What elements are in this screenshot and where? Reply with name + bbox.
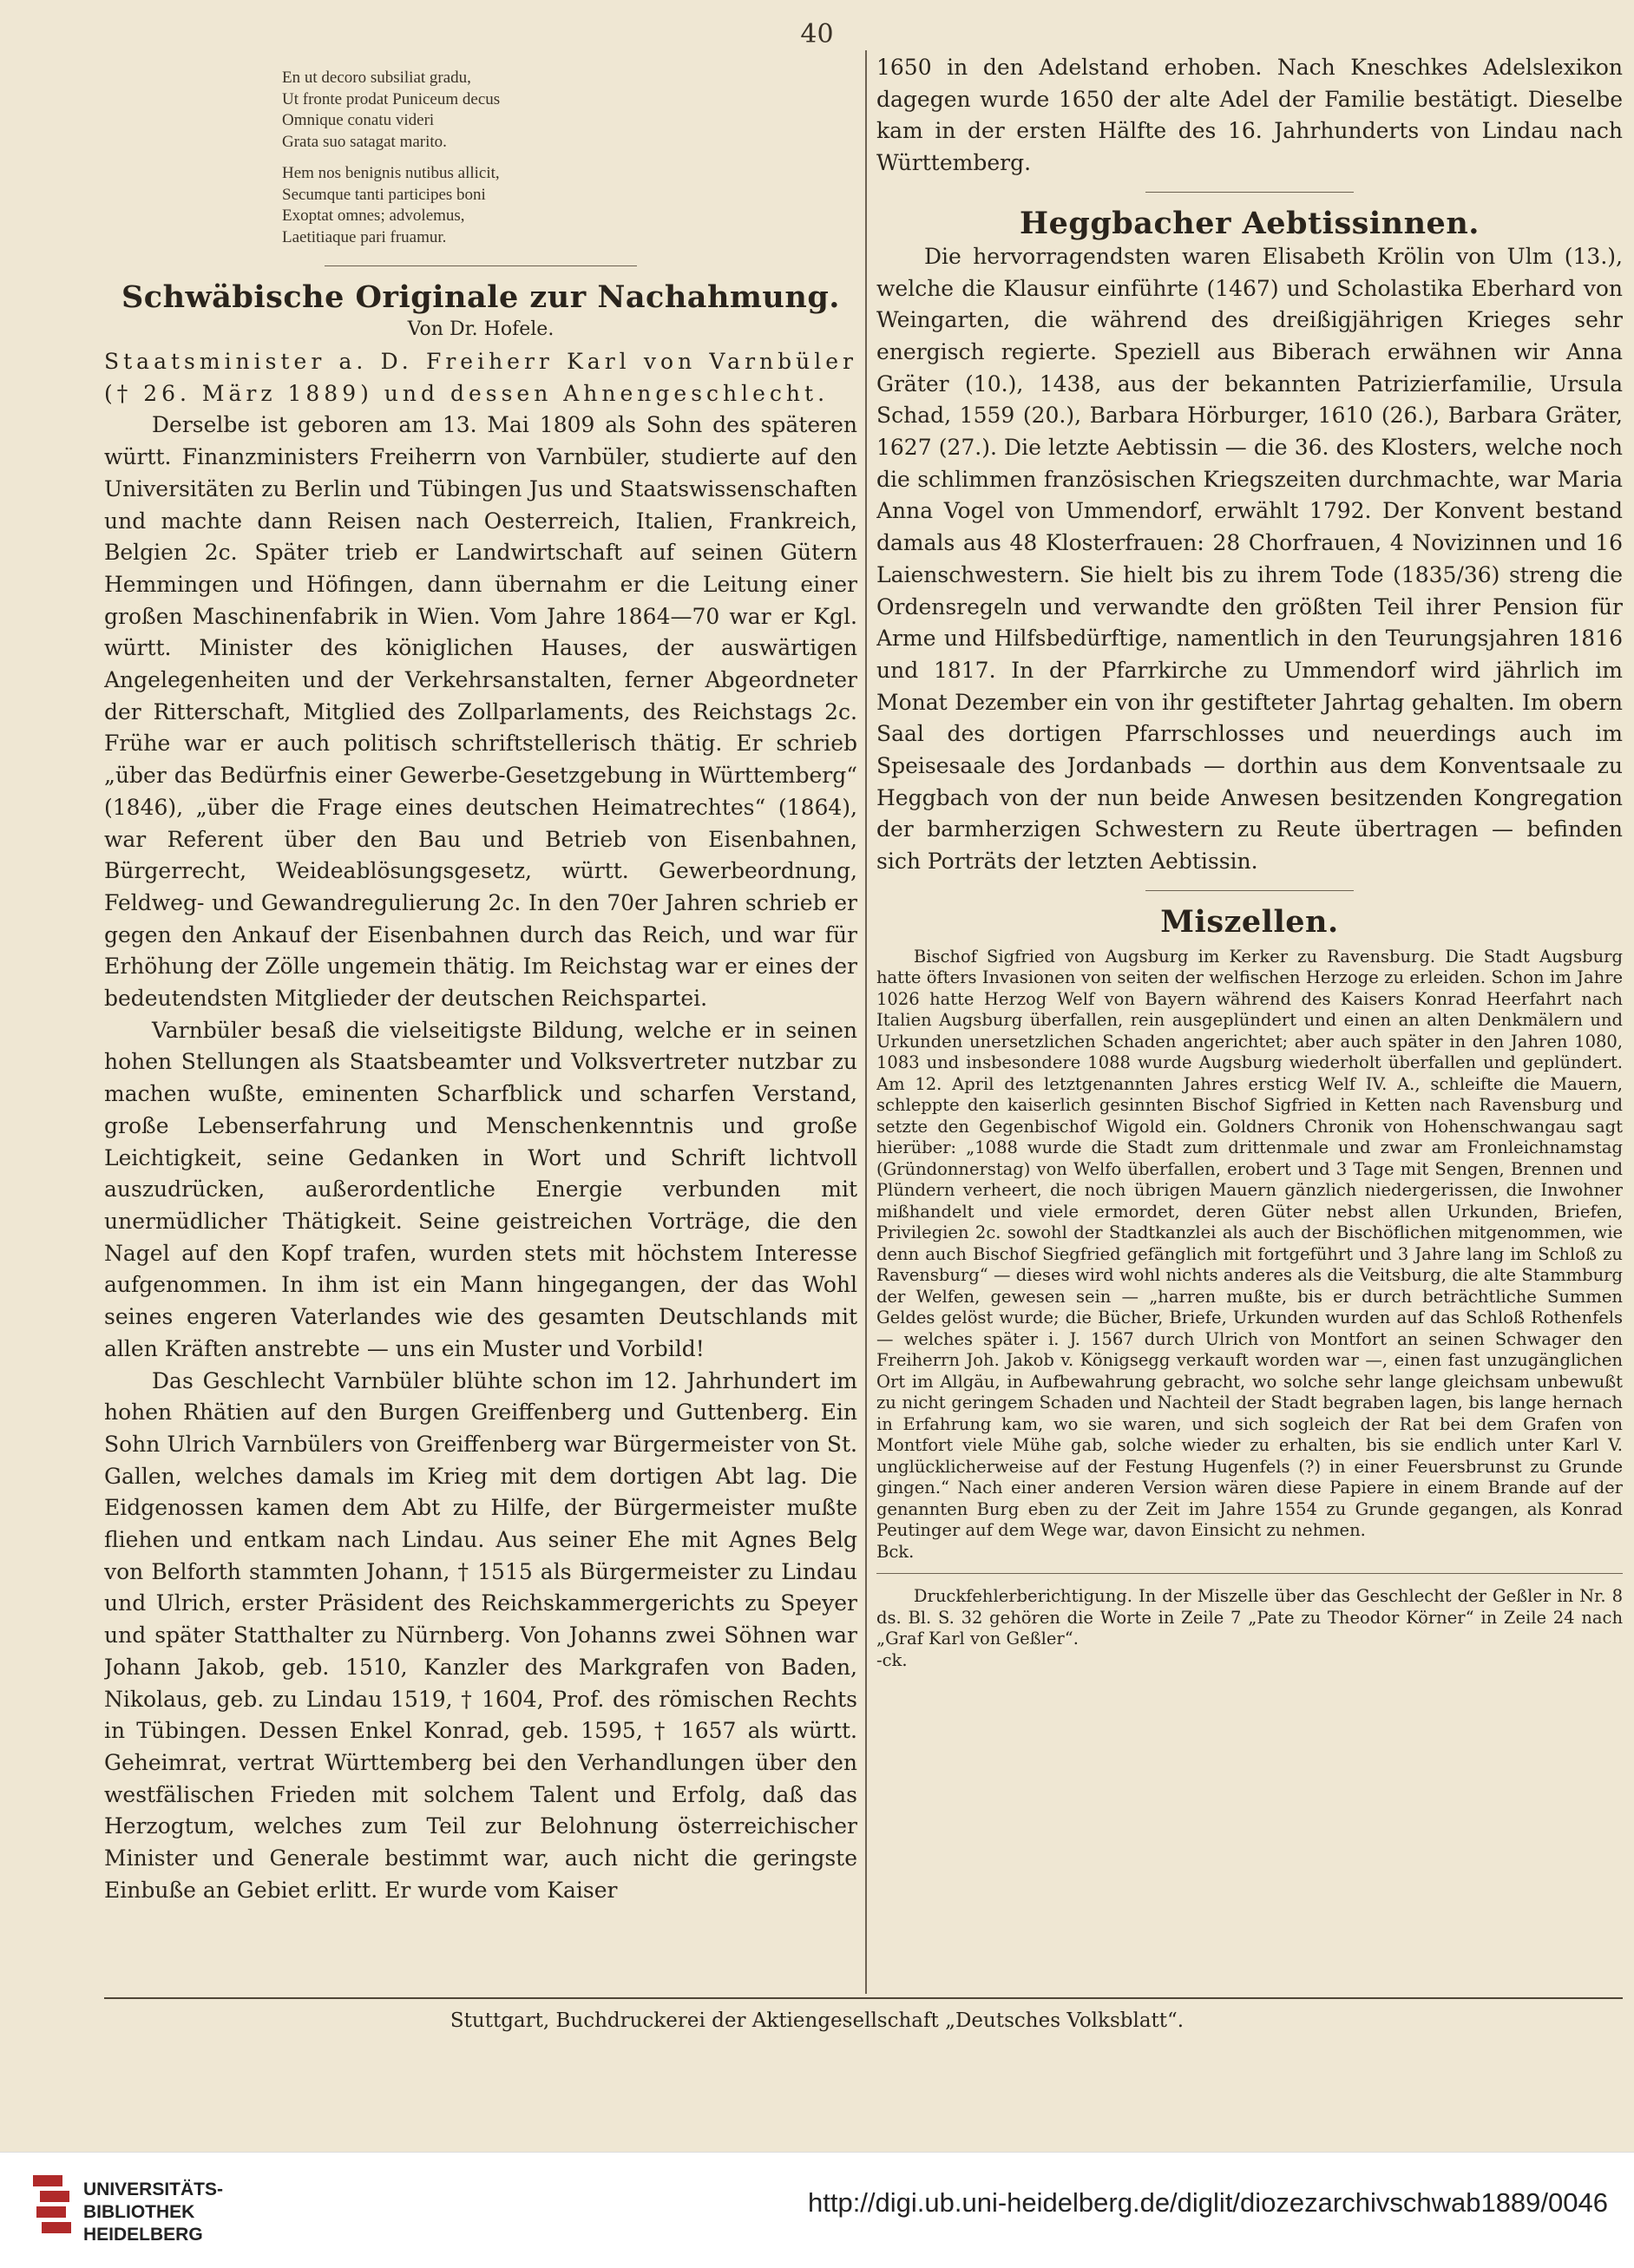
article-subject: Staatsminister a. D. Freiherr Karl von Varnbüler († 26. März 1889) und dessen Ahnengeschlecht. <box>104 349 857 406</box>
divider <box>325 265 637 266</box>
paragraph: Derselbe ist geboren am 13. Mai 1809 als Sohn des späteren württ. Finanzministers Freiherrn von Varnbüler, studierte auf den Universitäten zu Berlin und Tübingen Jus und Staatswissenschaften und machte dann Reisen nach Oesterreich, Italien, Frankreich, Belgien 2c. Später trieb er Landwirtschaft auf seinen Gütern Hemmingen und Höfingen, dann übernahm er die Leitung einer großen Maschinenfabrik in Wien. Vom Jahre 1864—70 war er Kgl. württ. Minister des königlichen Hauses, der auswärtigen Angelegenheiten und der Verkehrsanstalten, ferner Abgeordneter der Ritterschaft, Mitglied des Zollparlaments, des Reichstags 2c. Frühe war er auch politisch schriftstellerisch thätig. Er schrieb „über das Bedürfnis einer Gewerbe-Gesetzgebung in Württemberg“ (1846), „über die Frage eines deutschen Heimatrechtes“ (1864), war Referent über den Bau und Betrieb von Eisenbahnen, Bürgerrecht, Weideablösungsgesetz, württ. Gewerbeordnung, Feldweg- und Gewandregulierung 2c. In den 70er Jahren schrieb er gegen den Ankauf der Eisenbahnen durch das Reich, und war für Erhöhung der Zölle ungemein thätig. Im Reichstag war er eines der bedeutendsten Mitglieder der deutschen Reichspartei. <box>104 412 857 1012</box>
paragraph: Das Geschlecht Varnbüler blühte schon im 12. Jahrhundert im hohen Rhätien auf den Burgen Greiffenberg und Guttenberg. Ein Sohn Ulrich Varnbülers von Greiffenberg war Bürgermeister von St. Gallen, welches damals im Krieg mit dem dortigen Abt lag. Die Eidgenossen kamen dem Abt zu Hilfe, der Bürgermeister mußte fliehen und entkam nach Lindau. Aus seiner Ehe mit Agnes Belg von Belforth stammten Johann, † 1515 als Bürgermeister zu Lindau und Ulrich, erster Präsident des Reichskammergerichts zu Speyer und später Statthalter zu Nürnberg. Von Johanns zwei Söhnen war Johann Jakob, geb. 1510, Kanzler des Markgrafen von Baden, Nikolaus, geb. zu Lindau 1519, † 1604, Prof. des römischen Rechts in Tübingen. Dessen Enkel Konrad, geb. 1595, † 1657 als württ. Geheimrat, vertrat Württemberg bei den Verhandlungen über den westfälischen Frieden mit solchem Talent und Erfolg, daß das Herzogtum, welches zum Teil zur Belohnung österreichischer Minister und Generale bestimmt war, auch nicht die geringste Einbuße an Gebiet erlitt. Er wurde vom Kaiser <box>104 1367 857 1903</box>
paragraph: Varnbüler besaß die vielseitigste Bildung, welche er in seinen hohen Stellungen als Staatsbeamter und Volksvertreter nutzbar zu machen wußte, eminenten Scharfblick und scharfen Verstand, große Lebenserfahrung und Menschenkenntnis und große Leichtigkeit, seine Gedanken in Wort und Schrift lichtvoll auszudrücken, außerordentliche Energie verbunden mit unermüdlicher Thätigkeit. Seine geistreichen Vorträge, die den Nagel auf den Kopf trafen, wurden stets mit höchstem Interesse aufgenommen. In ihm ist ein Mann hingegangen, der das Wohl seines engeren Vaterlandes wie des gesamten Deutschlands mit allen Kräften anstrebte — uns ein Muster und Vorbild! <box>104 1017 857 1361</box>
paragraph: 1650 in den Adelstand erhoben. Nach Kneschkes Adelslexikon dagegen wurde 1650 der alte Adel der Familie bestätigt. Dieselbe kam in der ersten Hälfte des 16. Jahrhunderts von Lindau nach Württemberg. <box>876 55 1623 176</box>
permalink-url[interactable]: http://digi.ub.uni-heidelberg.de/diglit/diozezarchivschwab1889/0046 <box>807 2187 1608 2218</box>
column-divider <box>865 50 867 1994</box>
divider <box>1145 192 1354 193</box>
library-logo-icon <box>33 2175 69 2245</box>
article-continuation <box>876 52 1623 180</box>
verse-line: Grata suo satagat marito. <box>282 132 447 151</box>
divider <box>1145 890 1354 891</box>
left-column <box>104 52 857 1906</box>
library-name-line: BIBLIOTHEK <box>83 2202 195 2222</box>
signature: Bck. <box>876 1541 915 1562</box>
verse-line: Secumque tanti participes boni <box>282 185 486 204</box>
library-name-line: UNIVERSITÄTS- <box>83 2180 224 2199</box>
divider <box>876 1573 1623 1574</box>
verse-line: Exoptat omnes; advolemus, <box>282 206 465 225</box>
footer-rule <box>104 1997 1623 1999</box>
article-title: Schwäbische Originale zur Nachahmung. <box>121 279 840 315</box>
paragraph: Druckfehlerberichtigung. In der Miszelle über das Geschlecht der Geßler in Nr. 8 ds. Bl. S. 32 gehören die Worte in Zeile 7 „Pate zu Theodor Körner“ in Zeile 24 nach „Graf Karl von Geßler“. <box>876 1586 1623 1649</box>
verse-line: Omnique conatu videri <box>282 111 435 129</box>
right-column <box>876 52 1623 1671</box>
page-number: 40 <box>800 19 834 49</box>
paragraph: Bischof Sigfried von Augsburg im Kerker zu Ravensburg. Die Stadt Augsburg hatte öfters Invasionen von seiten der welfischen Herzoge zu erleiden. Schon im Jahre 1026 hatte Herzog Welf von Bayern während des Kaisers Konrad Heerfahrt nach Italien Augsburg überfallen, rein ausgeplündert und einen an alten Denkmälern und Urkunden unersetzlichen Schaden angerichtet; aber auch später in den Jahren 1080, 1083 und insbesondere 1088 wurde Augsburg wiederholt überfallen und geplündert. Am 12. April des letztgenannten Jahres ersticg Welf IV. A., schleifte die Mauern, schleppte den kaiserlich gesinnten Bischof Sigfried in Ketten nach Ravensburg und setzte den Gegenbischof Wigold ein. Goldners Chronik von Hohenschwangau sagt hierüber: „1088 wurde die Stadt zum drittenmale und zwar am Fronleichnamstag (Gründonnerstag) von Welfo überfallen, erobert und 3 Tage mit Sengen, Brennen und Plündern verheert, die noch übrigen Mauern gänzlich niedergerissen, die Inwohner mißhandelt und viele ermordet, deren Güter nebst allen Urkunden, Briefen, Privilegien 2c. sowohl der Stadtkanzlei als auch der Bischöflichen mitgenommen, wie denn auch Bischof Siegfried gefänglich mit fortgeführt und 3 Jahre lang im Schloß zu Ravensburg“ — dieses wird wohl nichts anderes als die Veitsburg, die alte Stammburg der Welfen, gewesen sein — „harren mußte, bis er durch beträchtliche Summen Geldes gelöst wurde; die Bücher, Briefe, Urkunden wurden auf das Schloß Rothenfels — welches später i. J. 1567 durch Ulrich von Montfort an seinen Schwager den Freiherrn Joh. Jakob v. Königsegg verkauft worden war —, einen fast unzugänglichen Ort im Allgäu, in Aufbewahrung gebracht, wo solche sehr lange gleichsam unbewußt zu nicht geringem Schaden und Nachteil der Stadt begraben lagen, bis lange hernach in Erfahrung kam, wo sie waren, und sich sogleich der Rat bei dem Grafen von Montfort viele Mühe gab, solche wieder zu erhalten, bis sie endlich unter Karl V. unglücklicherweise auf der Festung Hugenfels (?) in einer Feuersbrunst zu Grunde gingen.“ Nach einer anderen Version wären diese Papiere in einem Brande auf der genannten Burg eben zu der Zeit im Jahre 1554 zu Grunde gegangen, als Konrad Peutinger auf dem Wege war, davon Einsicht zu nehmen. <box>876 946 1623 1541</box>
section-title-abbesses: Heggbacher Aebtissinnen. <box>1020 205 1480 241</box>
byline: Von Dr. Hofele. <box>407 318 555 340</box>
verse-line: En ut decoro subsiliat gradu, <box>282 69 471 87</box>
abbesses-body <box>876 241 1623 878</box>
library-bar <box>0 2152 1634 2268</box>
misc-body <box>876 947 1623 1672</box>
verse-line: Hem nos benignis nutibus allicit, <box>282 164 500 182</box>
paragraph: Die hervorragendsten waren Elisabeth Krölin von Ulm (13.), welche die Klausur einführte (1467) und Scholastika Eberhard von Weingarten, die während des dreißigjährigen Krieges sehr energisch regierte. Speziell aus Biberach erwähnen wir Anna Gräter (10.), 1438, aus der bekannten Patrizierfamilie, Ursula Schad, 1559 (20.), Barbara Hörburger, 1610 (26.), Barbara Gräter, 1627 (27.). Die letzte Aebtissin — die 36. des Klosters, welche noch die schlimmen französischen Kriegszeiten durchmachte, war Maria Anna Vogel von Ummendorf, erwählt 1792. Der Konvent bestand damals aus 48 Klosterfrauen: 28 Chorfrauen, 4 Novizinnen und 16 Laienschwestern. Sie hielt bis zu ihrem Tode (1835/36) streng die Ordensregeln und verwandte den größten Teil ihrer Pension für Arme und Hilfsbedürftige, namentlich in den Teurungsjahren 1816 und 1817. In der Pfarrkirche zu Ummendorf wird jährlich im Monat Dezember ein von ihr gestifteter Jahrtag gehalten. Im obern Saal des dortigen Pfarrschlosses und neuerdings auch im Speisesaale des Jordanbads — dorthin aus dem Konventsaale zu Heggbach von der nun beide Anwesen besitzenden Kongregation der barmherzigen Schwestern zu Reute übertragen — befinden sich Porträts der letzten Aebtissin. <box>876 243 1623 875</box>
article-body <box>104 346 857 1906</box>
signature: -ck. <box>876 1649 908 1670</box>
verse-line: Laetitiaque pari fruamur. <box>282 227 447 246</box>
latin-verse <box>282 68 857 248</box>
printer-imprint: Stuttgart, Buchdruckerei der Aktiengesellschaft „Deutsches Volksblatt“. <box>450 2009 1184 2032</box>
verse-line: Ut fronte prodat Puniceum decus <box>282 89 501 108</box>
section-title-misc: Miszellen. <box>1160 903 1339 940</box>
library-name-line: HEIDELBERG <box>83 2225 203 2245</box>
library-name <box>83 2179 223 2246</box>
